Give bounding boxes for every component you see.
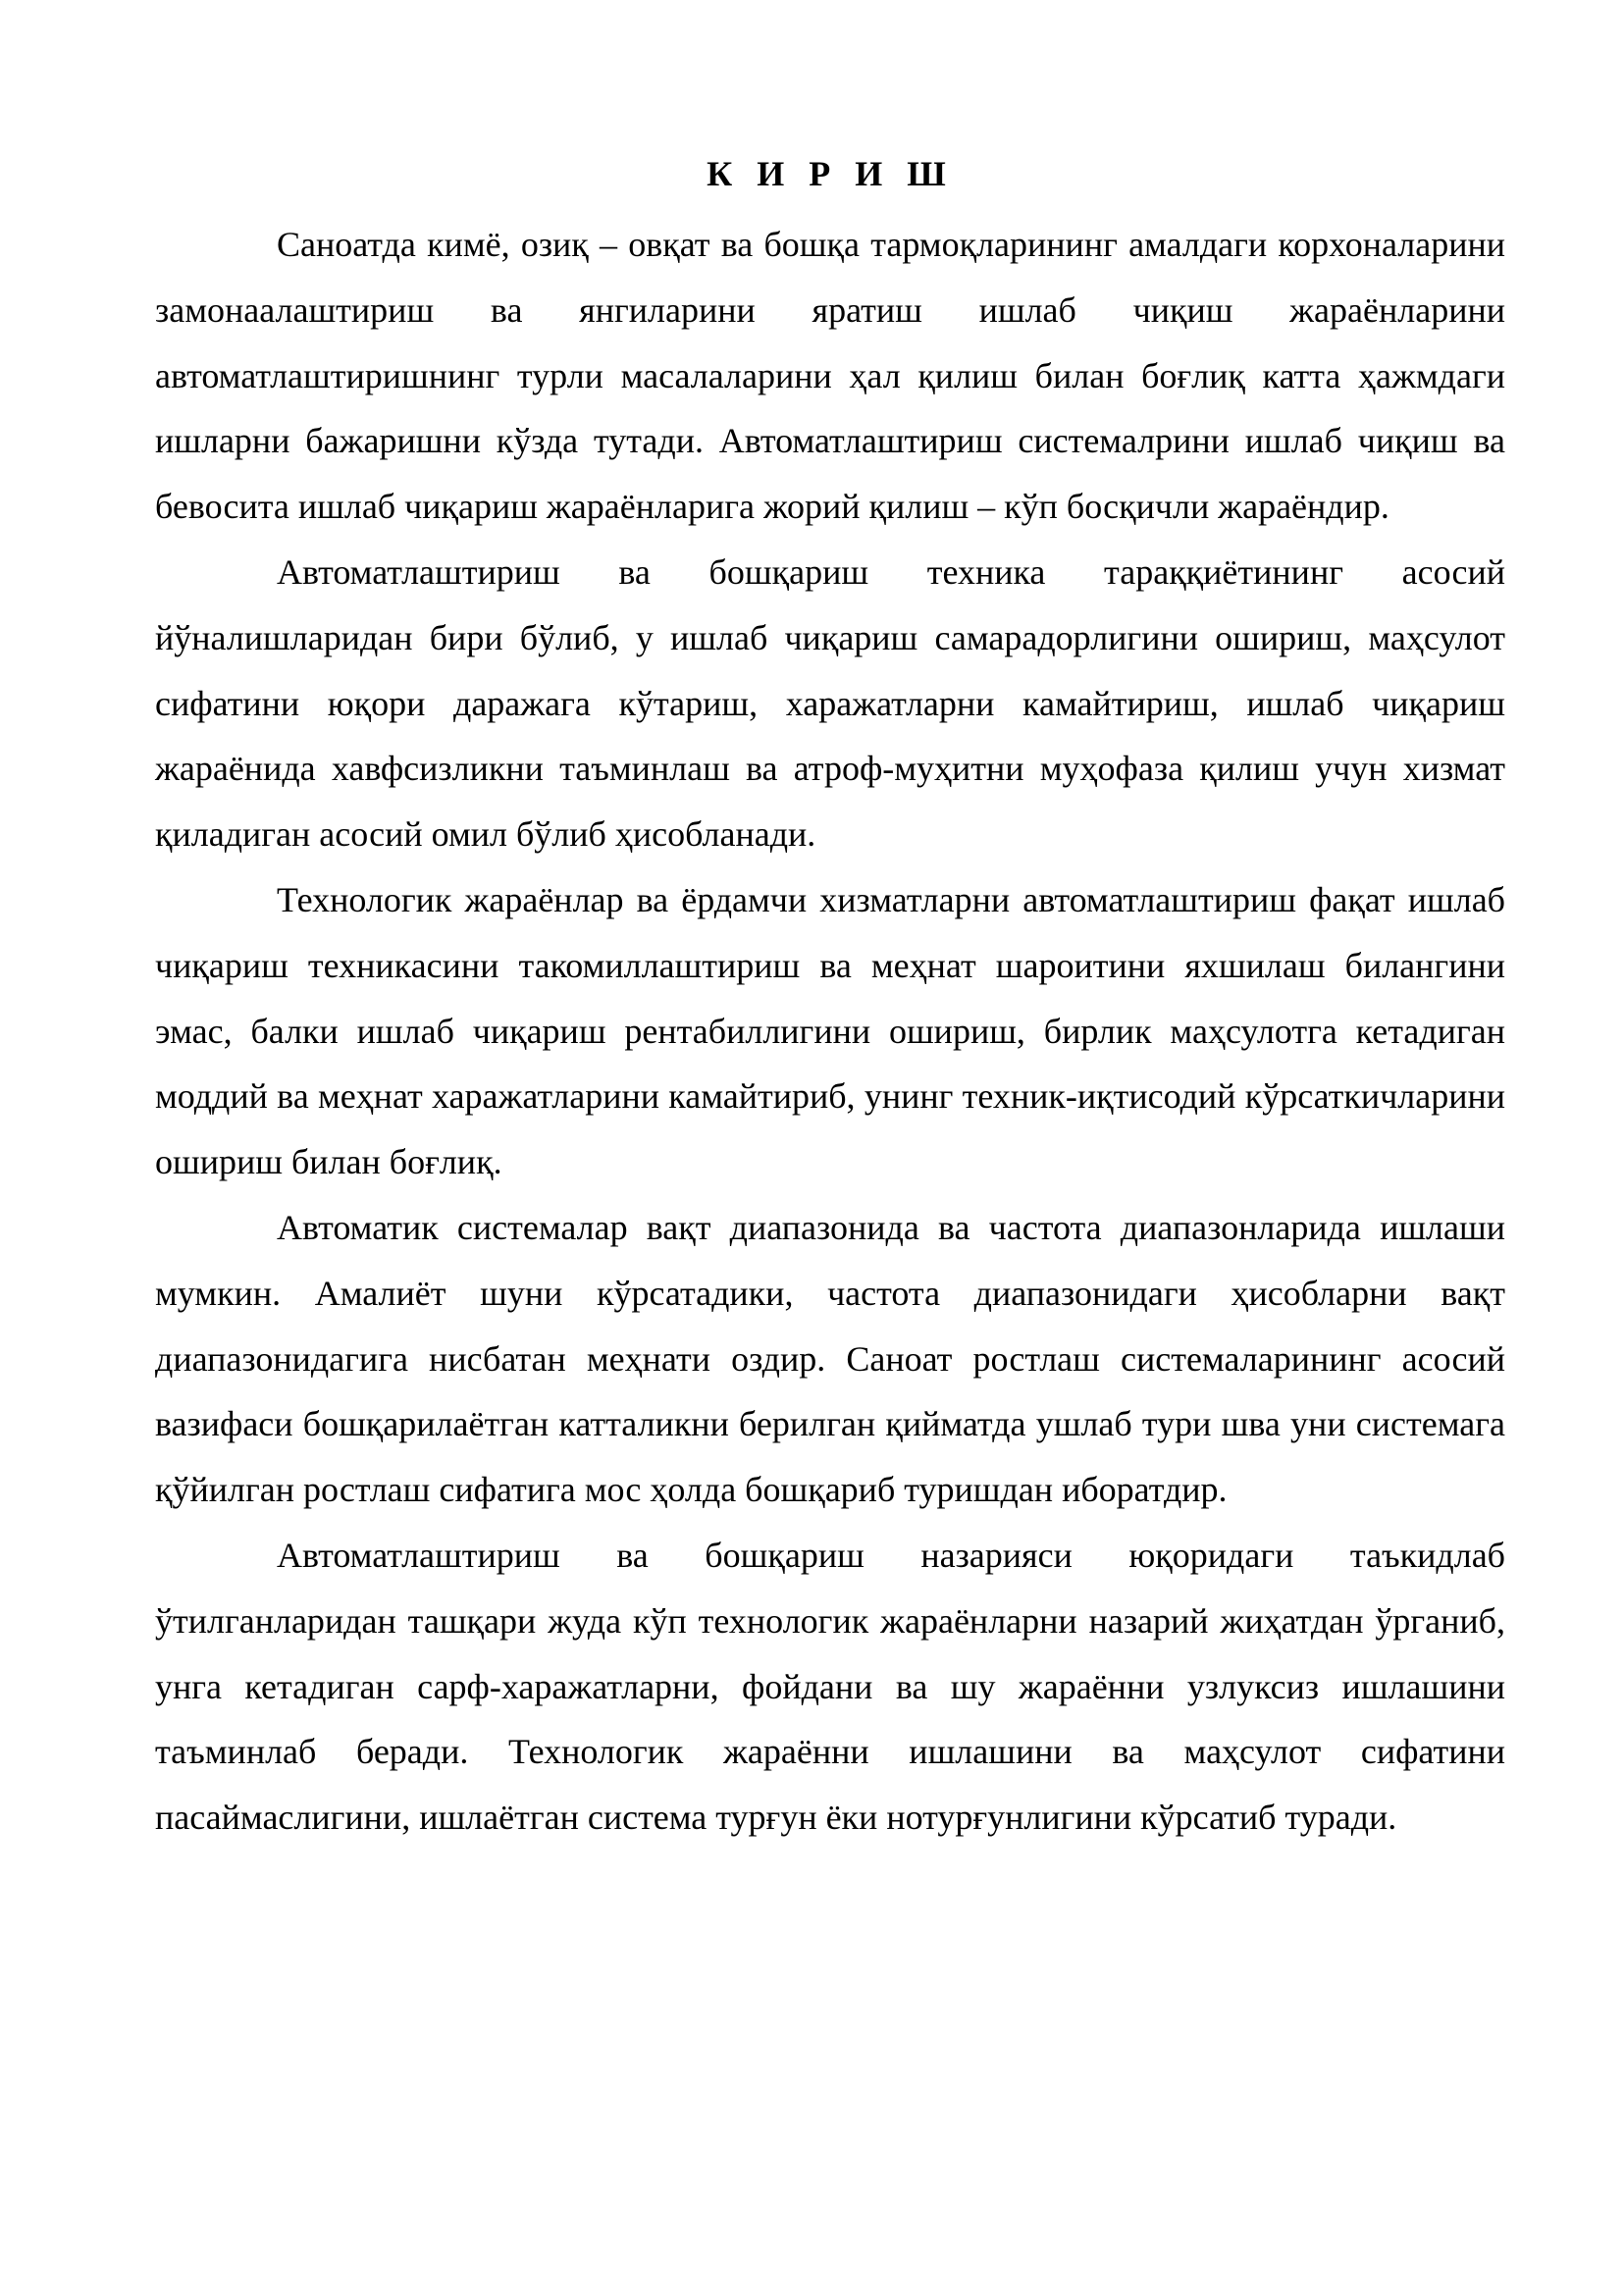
paragraph-4: Автоматик системалар вақт диапазонида ва частота диапазонларида ишлаши мумкин. Амалиёт шуни кўрсатадики, частота диапазонидаги ҳисобларни вақт диапазонидагига нисбатан меҳнати оздир. Саноат ростлаш системаларининг асосий вазифаси бошқарилаётган катталикни берилган қийматда ушлаб тури шва уни системага қўйилган ростлаш сифатига мос ҳолда бошқариб туришдан иборатдир. [155, 1207, 1505, 1510]
paragraph-2: Автоматлаштириш ва бошқариш техника тараққиётининг асосий йўналишларидан бири бўлиб, у ишлаб чиқариш самарадорлигини ошириш, маҳсулот сифатини юқори даражага кўтариш, харажатларни камайтириш, ишлаб чиқариш жараёнида хавфсизликни таъминлаш ва атроф-муҳитни муҳофаза қилиш учун хизмат қиладиган асосий омил бўлиб ҳисобланади. [155, 551, 1505, 855]
document-body [155, 147, 1505, 1851]
document-title: К И Р И Ш [707, 154, 954, 193]
paragraph-1: Саноатда кимё, озиқ – овқат ва бошқа тармоқларининг амалдаги корхоналарини замонаалаштириш ва янгиларини яратиш ишлаб чиқиш жараёнларини автоматлаштиришнинг турли масалаларини ҳал қилиш билан боғлиқ катта ҳажмдаги ишларни бажаришни кўзда тутади. Автоматлаштириш системалрини ишлаб чиқиш ва бевосита ишлаб чиқариш жараёнларига жорий қилиш – кўп босқичли жараёндир. [155, 225, 1505, 527]
paragraph-5: Автоматлаштириш ва бошқариш назарияси юқоридаги таъкидлаб ўтилганларидан ташқари жуда кўп технологик жараёнларни назарий жиҳатдан ўрганиб, унга кетадиган сарф-харажатларни, фойдани ва шу жараённи узлуксиз ишлашини таъминлаб беради. Технологик жараённи ишлашини ва маҳсулот сифатини пасаймаслигини, ишлаётган система турғун ёки нотурғунлигини кўрсатиб туради. [155, 1535, 1505, 1838]
paragraph-3: Технологик жараёнлар ва ёрдамчи хизматларни автоматлаштириш фақат ишлаб чиқариш техникасини такомиллаштириш ва меҳнат шароитини яхшилаш билангини эмас, балки ишлаб чиқариш рентабиллигини ошириш, бирлик маҳсулотга кетадиган моддий ва меҳнат харажатларини камайтириб, унинг техник-иқтисодий кўрсаткичларини ошириш билан боғлиқ. [155, 879, 1505, 1182]
